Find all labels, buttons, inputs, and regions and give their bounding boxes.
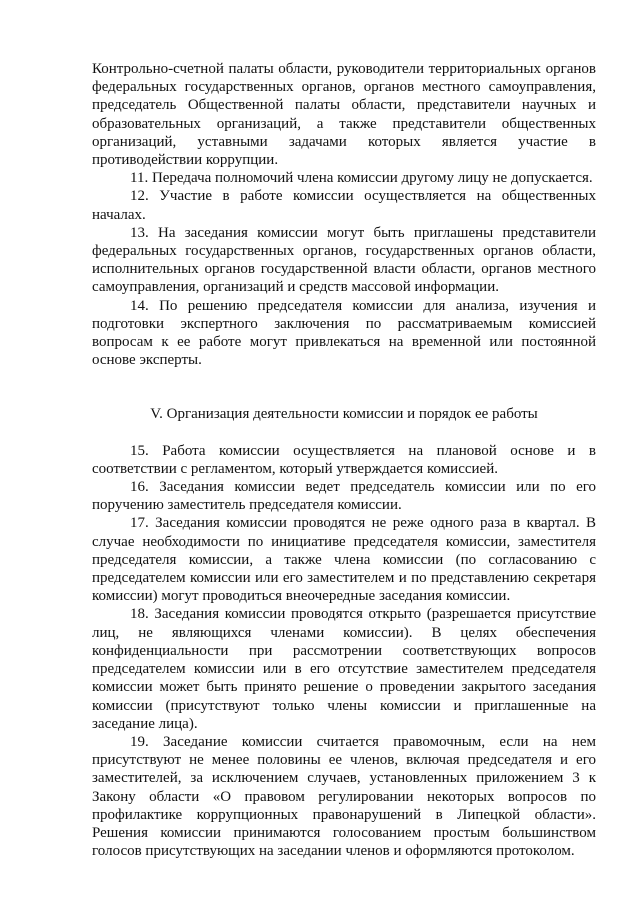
paragraph-19: 19. Заседание комиссии считается правомочным, если на нем присутствуют не менее половины ее членов, включая председателя и его заместителей, за исключением случаев, установленных приложением 3 к Закону области «О правовом регулировании некоторых вопросов по профилактике коррупционных правонарушений в Липецкой области». Решения комиссии принимаются голосованием простым большинством голосов присутствующих на заседании членов и оформляются протоколом. — [92, 733, 596, 860]
section-heading: V. Организация деятельности комиссии и порядок ее работы — [150, 406, 538, 423]
paragraph-13: 13. На заседания комиссии могут быть приглашены представители федеральных государственных органов, государственных органов области, исполнительных органов государственной власти области, органов местного самоуправления, организаций и средств массовой информации. — [92, 224, 596, 296]
paragraph-14: 14. По решению председателя комиссии для анализа, изучения и подготовки экспертного заключения по рассматриваемым комиссией вопросам к ее работе могут привлекаться на временной или постоянной основе эксперты. — [92, 297, 596, 369]
paragraph-17: 17. Заседания комиссии проводятся не реже одного раза в квартал. В случае необходимости по инициативе председателя комиссии, заместителя председателя комиссии, а также члена комиссии (по согласованию с председателем комиссии или его заместителем и по представлению секретаря комиссии) могут проводиться внеочередные заседания комиссии. — [92, 515, 596, 605]
document-page — [92, 60, 596, 860]
paragraph-15: 15. Работа комиссии осуществляется на плановой основе и в соответствии с регламентом, который утверждается комиссией. — [92, 442, 596, 477]
paragraph-16: 16. Заседания комиссии ведет председатель комиссии или по его поручению заместитель председателя комиссии. — [92, 479, 596, 514]
paragraph-11: 11. Передача полномочий члена комиссии другому лицу не допускается. — [130, 170, 593, 187]
paragraph-continuation: Контрольно-счетной палаты области, руководители территориальных органов федеральных государственных органов, органов местного самоуправления, председатель Общественной палаты области, представители научных и образовательных организаций, а также представители общественных организаций, уставными задачами которых является участие в противодействии коррупции. — [92, 61, 596, 169]
paragraph-18: 18. Заседания комиссии проводятся открыто (разрешается присутствие лиц, не являющихся членами комиссии). В целях обеспечения конфиденциальности при рассмотрении соответствующих вопросов председателем комиссии или в его отсутствие заместителем председателя комиссии может быть принято решение о проведении закрытого заседания комиссии (присутствуют только члены комиссии и приглашенные на заседание лица). — [92, 606, 596, 732]
section-spacer — [92, 369, 596, 405]
paragraph-12: 12. Участие в работе комиссии осуществляется на общественных началах. — [92, 188, 596, 223]
